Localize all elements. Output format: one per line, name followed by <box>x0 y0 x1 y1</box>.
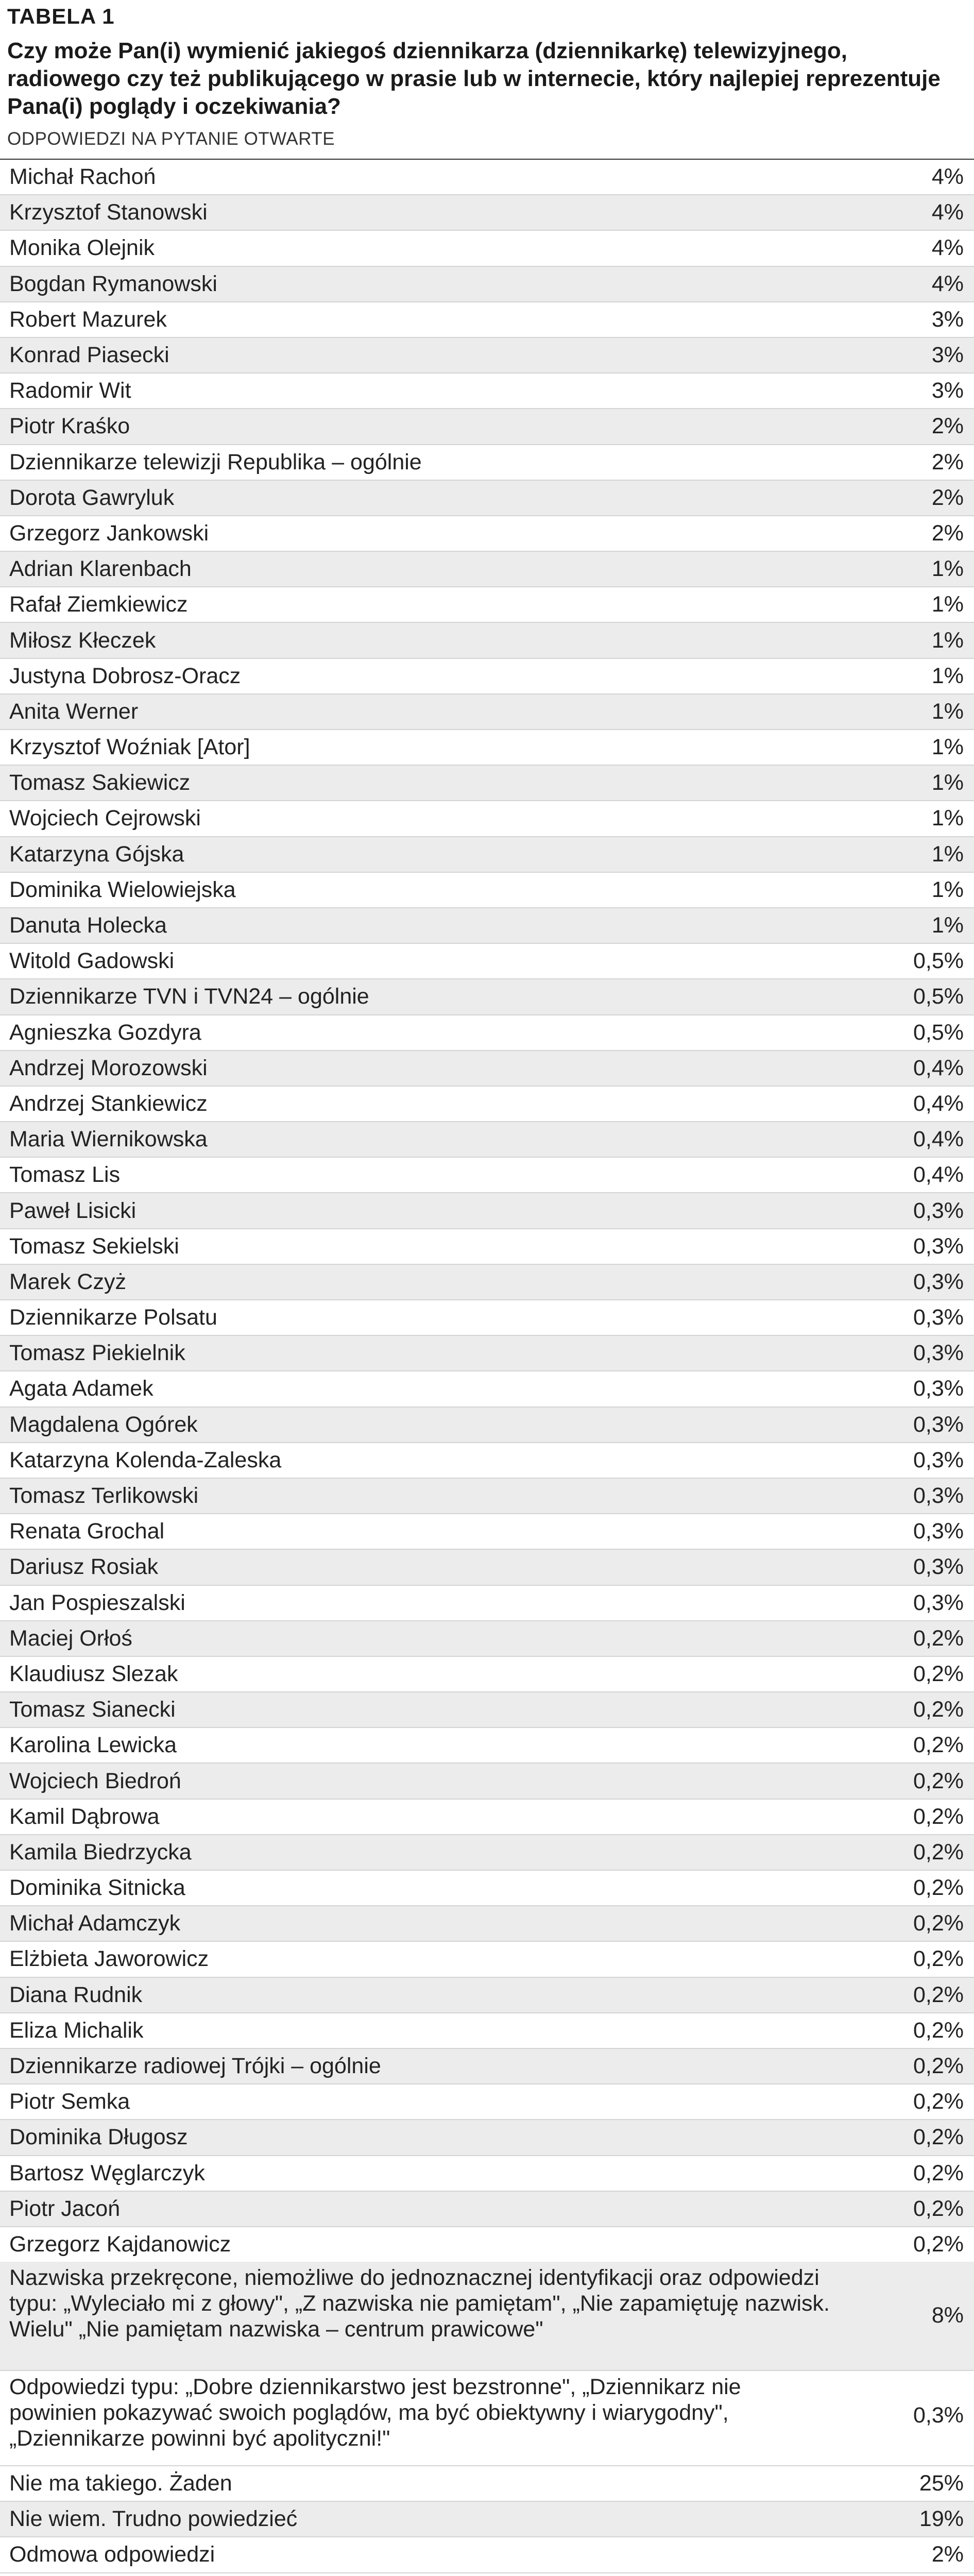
table-row <box>0 1300 974 1336</box>
table-row <box>0 587 974 623</box>
percent-value: 4% <box>931 164 964 190</box>
journalist-name: Diana Rudnik <box>9 1982 143 2007</box>
percent-value: 0,2% <box>913 1982 964 2007</box>
long-answer-row <box>0 2262 974 2371</box>
percent-value: 0,3% <box>913 1341 964 1366</box>
table-label: TABELA 1 <box>7 4 115 28</box>
journalist-name: Andrzej Stankiewicz <box>9 1091 208 1116</box>
percent-value: 0,2% <box>913 2160 964 2185</box>
table-row <box>0 2502 974 2537</box>
percent-value: 0,2% <box>913 1697 964 1722</box>
percent-value: 1% <box>931 628 964 653</box>
percent-value: 0,3% <box>913 1376 964 1401</box>
journalist-name: Radomir Wit <box>9 378 131 403</box>
table-row <box>0 873 974 908</box>
percent-value: 0,3% <box>913 1447 964 1472</box>
percent-value: 0,2% <box>913 1911 964 1936</box>
percent-value: 1% <box>931 699 964 724</box>
table-row <box>0 160 974 195</box>
percent-value: 4% <box>931 200 964 225</box>
percent-value: 0,2% <box>913 2089 964 2114</box>
journalist-name: Tomasz Sakiewicz <box>9 770 191 795</box>
percent-value: 1% <box>931 877 964 902</box>
table-row <box>0 2013 974 2049</box>
journalist-name: Tomasz Piekielnik <box>9 1341 185 1366</box>
journalist-name: Nie ma takiego. Żaden <box>9 2471 232 2496</box>
percent-value: 1% <box>931 592 964 617</box>
percent-value: 0,3% <box>913 1305 964 1330</box>
percent-value: 0,2% <box>913 1733 964 1758</box>
percent-value: 3% <box>931 307 964 332</box>
journalist-name: Wojciech Cejrowski <box>9 806 201 831</box>
table-row <box>0 1122 974 1158</box>
table-row <box>0 944 974 979</box>
percent-value: 0,3% <box>913 1412 964 1437</box>
table-row <box>0 1621 974 1657</box>
table-row <box>0 1015 974 1051</box>
journalist-name: Dominika Długosz <box>9 2125 188 2150</box>
journalist-name: Tomasz Terlikowski <box>9 1483 199 1509</box>
table-row <box>0 1906 974 1942</box>
table-row <box>0 552 974 587</box>
journalist-name: Rafał Ziemkiewicz <box>9 592 188 617</box>
percent-value: 1% <box>931 841 964 867</box>
table-row <box>0 2466 974 2502</box>
table-row <box>0 979 974 1015</box>
percent-value: 0,2% <box>913 2125 964 2150</box>
journalist-name: Piotr Jacoń <box>9 2196 121 2221</box>
journalist-name: Miłosz Kłeczek <box>9 628 156 653</box>
journalist-name: Bogdan Rymanowski <box>9 271 217 296</box>
table-row <box>0 1764 974 1799</box>
table-row <box>0 1978 974 2013</box>
percent-value: 1% <box>931 663 964 688</box>
journalist-name: Maria Wiernikowska <box>9 1127 208 1152</box>
table-row <box>0 1051 974 1087</box>
journalist-name: Tomasz Sianecki <box>9 1697 176 1722</box>
percent-value: 0,3% <box>913 1590 964 1615</box>
journalist-name: Piotr Kraśko <box>9 414 130 439</box>
table-row <box>0 1514 974 1550</box>
percent-value: 0,3% <box>913 1269 964 1294</box>
journalist-name: Dziennikarze TVN i TVN24 – ogólnie <box>9 984 369 1009</box>
table-row <box>0 694 974 730</box>
journalist-name: Eliza Michalik <box>9 2018 144 2043</box>
table-row <box>0 659 974 694</box>
table-row <box>0 766 974 801</box>
table-row <box>0 2120 974 2156</box>
journalist-name: Justyna Dobrosz-Oracz <box>9 663 241 688</box>
table-row <box>0 1728 974 1764</box>
table-row <box>0 1408 974 1443</box>
journalist-name: Dziennikarze Polsatu <box>9 1305 217 1330</box>
journalist-name: Kamil Dąbrowa <box>9 1804 160 1829</box>
table-row <box>0 1265 974 1300</box>
journalist-name: Bartosz Węglarczyk <box>9 2160 205 2185</box>
long-answer-percent: 0,3% <box>913 2403 964 2428</box>
percent-value: 2% <box>931 414 964 439</box>
percent-value: 25% <box>919 2471 964 2496</box>
percent-value: 0,4% <box>913 1162 964 1188</box>
table-row <box>0 1336 974 1371</box>
table-row <box>0 2049 974 2084</box>
table-row <box>0 1193 974 1229</box>
percent-value: 0,4% <box>913 1127 964 1152</box>
journalist-name: Grzegorz Jankowski <box>9 520 209 546</box>
journalist-name: Maciej Orłoś <box>9 1625 132 1651</box>
journalist-name: Dorota Gawryluk <box>9 485 175 510</box>
journalist-name: Dziennikarze telewizji Republika – ogólnie <box>9 449 422 474</box>
journalist-name: Andrzej Morozowski <box>9 1055 208 1080</box>
percent-value: 0,2% <box>913 2018 964 2043</box>
journalist-name: Odmowa odpowiedzi <box>9 2542 215 2567</box>
percent-value: 2% <box>931 2542 964 2567</box>
percent-value: 1% <box>931 556 964 582</box>
percent-value: 1% <box>931 806 964 831</box>
table-row <box>0 1586 974 1621</box>
percent-value: 4% <box>931 235 964 261</box>
percent-value: 0,4% <box>913 1091 964 1116</box>
table-row <box>0 374 974 409</box>
percent-value: 0,2% <box>913 1875 964 1901</box>
table-row <box>0 516 974 552</box>
journalist-name: Katarzyna Gójska <box>9 841 184 867</box>
percent-value: 0,4% <box>913 1055 964 1080</box>
journalist-name: Michał Rachoń <box>9 164 156 190</box>
long-answer-row <box>0 2371 974 2466</box>
percent-value: 2% <box>931 520 964 546</box>
percent-value: 0,5% <box>913 1020 964 1045</box>
percent-value: 0,3% <box>913 1483 964 1509</box>
table-row <box>0 231 974 266</box>
percent-value: 1% <box>931 735 964 760</box>
percent-value: 1% <box>931 913 964 938</box>
journalist-name: Tomasz Lis <box>9 1162 121 1188</box>
journalist-name: Dziennikarze radiowej Trójki – ogólnie <box>9 2054 381 2079</box>
table-row <box>0 837 974 873</box>
table-row <box>0 1800 974 1835</box>
journalist-name: Karolina Lewicka <box>9 1733 177 1758</box>
journalist-name: Klaudiusz Slezak <box>9 1661 178 1686</box>
table-row <box>0 2156 974 2192</box>
journalist-name: Monika Olejnik <box>9 235 155 261</box>
percent-value: 0,2% <box>913 1625 964 1651</box>
percent-value: 0,2% <box>913 2196 964 2221</box>
journalist-name: Robert Mazurek <box>9 307 167 332</box>
table-row <box>0 623 974 658</box>
journalist-name: Konrad Piasecki <box>9 343 169 368</box>
table-row <box>0 1692 974 1728</box>
table-row <box>0 908 974 944</box>
results-table <box>0 159 974 2263</box>
percent-value: 0,3% <box>913 1198 964 1223</box>
table-row <box>0 2084 974 2120</box>
journalist-name: Jan Pospieszalski <box>9 1590 185 1615</box>
percent-value: 0,2% <box>913 1839 964 1865</box>
table-row <box>0 801 974 837</box>
table-row <box>0 1443 974 1479</box>
table-row <box>0 1871 974 1906</box>
percent-value: 3% <box>931 343 964 368</box>
journalist-name: Nie wiem. Trudno powiedzieć <box>9 2506 298 2532</box>
journalist-name: Elżbieta Jaworowicz <box>9 1946 209 1972</box>
journalist-name: Dominika Wielowiejska <box>9 877 236 902</box>
journalist-name: Marek Czyż <box>9 1269 126 1294</box>
table-row <box>0 409 974 445</box>
journalist-name: Witold Gadowski <box>9 948 175 974</box>
table-row <box>0 1158 974 1193</box>
percent-value: 0,3% <box>913 1519 964 1544</box>
table-row <box>0 267 974 302</box>
journalist-name: Tomasz Sekielski <box>9 1233 179 1259</box>
percent-value: 1% <box>931 770 964 795</box>
long-answer-text: Odpowiedzi typu: „Dobre dziennikarstwo jest bezstronne", „Dziennikarz nie powinien pokazywać swoich poglądów, ma być obiektywny i wiarygodny", „Dziennikarze powinni być apolityczni!" <box>9 2375 741 2451</box>
table-row <box>0 1229 974 1265</box>
survey-question: Czy może Pan(i) wymienić jakiegoś dziennikarza (dziennikarkę) telewizyjnego, radiowego czy też publikującego w prasie lub w internecie, który najlepiej reprezentuje Pana(i) poglądy i oczekiwania? <box>7 38 941 119</box>
table-row <box>0 338 974 374</box>
journalist-name: Krzysztof Stanowski <box>9 200 208 225</box>
percent-value: 0,2% <box>913 1946 964 1972</box>
percent-value: 0,2% <box>913 2054 964 2079</box>
journalist-name: Wojciech Biedroń <box>9 1768 181 1793</box>
percent-value: 0,2% <box>913 1661 964 1686</box>
percent-value: 0,2% <box>913 1804 964 1829</box>
table-row <box>0 2192 974 2227</box>
long-answer-text: Nazwiska przekręcone, niemożliwe do jednoznacznej identyfikacji oraz odpowiedzi typu: „Wyleciało mi z głowy", „Z nazwiska nie pamiętam", „Nie zapamiętuję nazwisk. Wielu" „Nie pamiętam nazwiska – centrum prawicowe" <box>9 2265 830 2342</box>
percent-value: 0,2% <box>913 1768 964 1793</box>
percent-value: 0,3% <box>913 1554 964 1580</box>
table-row <box>0 1942 974 1977</box>
journalist-name: Katarzyna Kolenda-Zaleska <box>9 1447 282 1472</box>
percent-value: 4% <box>931 271 964 296</box>
journalist-name: Magdalena Ogórek <box>9 1412 198 1437</box>
journalist-name: Agata Adamek <box>9 1376 153 1401</box>
journalist-name: Dominika Sitnicka <box>9 1875 185 1901</box>
percent-value: 0,3% <box>913 1233 964 1259</box>
long-answer-percent: 8% <box>931 2303 964 2328</box>
table-row <box>0 1835 974 1871</box>
journalist-name: Krzysztof Woźniak [Ator] <box>9 735 250 760</box>
percent-value: 0,2% <box>913 2231 964 2257</box>
journalist-name: Agnieszka Gozdyra <box>9 1020 201 1045</box>
journalist-name: Piotr Semka <box>9 2089 130 2114</box>
table-row <box>0 730 974 766</box>
table-row <box>0 1657 974 1692</box>
answers-header: ODPOWIEDZI NA PYTANIE OTWARTE <box>7 129 335 149</box>
table-row <box>0 195 974 231</box>
journalist-name: Adrian Klarenbach <box>9 556 192 582</box>
journalist-name: Danuta Holecka <box>9 913 167 938</box>
table-row <box>0 1479 974 1514</box>
table-row <box>0 1087 974 1122</box>
percent-value: 19% <box>919 2506 964 2532</box>
percent-value: 0,5% <box>913 984 964 1009</box>
table-row <box>0 2537 974 2573</box>
journalist-name: Grzegorz Kajdanowicz <box>9 2231 231 2257</box>
journalist-name: Michał Adamczyk <box>9 1911 181 1936</box>
table-row <box>0 445 974 481</box>
journalist-name: Paweł Lisicki <box>9 1198 136 1223</box>
table-row <box>0 1371 974 1407</box>
table-row <box>0 302 974 338</box>
journalist-name: Renata Grochal <box>9 1519 165 1544</box>
journalist-name: Kamila Biedrzycka <box>9 1839 192 1865</box>
percent-value: 2% <box>931 485 964 510</box>
percent-value: 3% <box>931 378 964 403</box>
journalist-name: Anita Werner <box>9 699 139 724</box>
table-row <box>0 2227 974 2263</box>
table-row <box>0 481 974 516</box>
journalist-name: Dariusz Rosiak <box>9 1554 159 1580</box>
summary-table <box>0 2466 974 2573</box>
table-row <box>0 1550 974 1585</box>
percent-value: 2% <box>931 449 964 474</box>
percent-value: 0,5% <box>913 948 964 974</box>
